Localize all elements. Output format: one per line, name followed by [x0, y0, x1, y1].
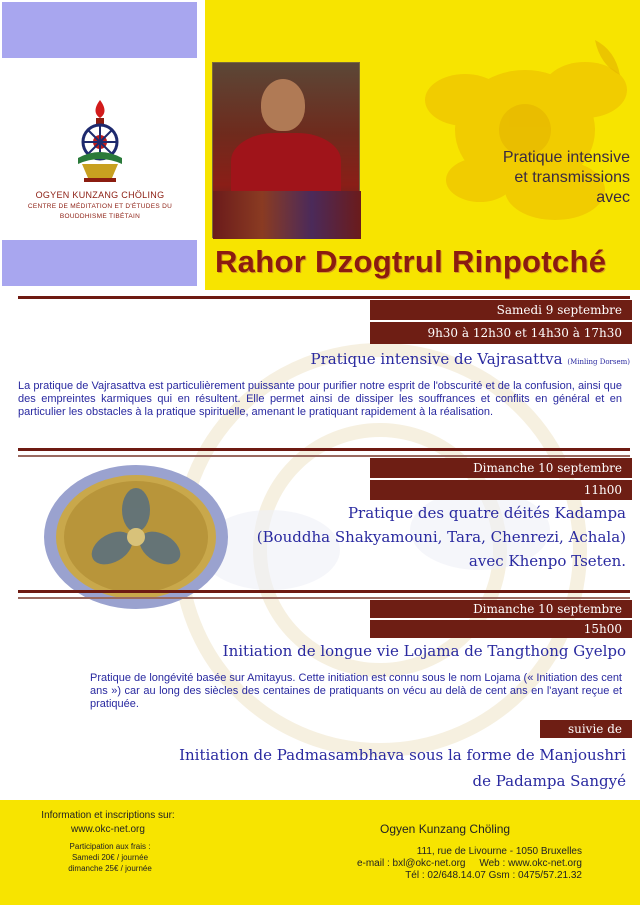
divider-2 [18, 448, 630, 451]
main-title: Rahor Dzogtrul Rinpotché [215, 244, 607, 279]
event1-title-note: (Minling Dorsem) [567, 358, 630, 366]
subtitle-line-3: avec [596, 189, 630, 206]
org-subtitle-1: CENTRE DE MÉDITATION ET D'ÉTUDES DU [27, 203, 173, 210]
event1-title-line [120, 350, 630, 368]
flower-ornament-icon [405, 30, 640, 240]
subtitle-line-1: Pratique intensive [502, 149, 630, 166]
lavender-block-top [2, 2, 197, 58]
event3-description: Pratique de longévité basée sur Amitayus. Cette initiation est connu sous le nom Lojama (« Initiation des cent ans ») car au long des siècles des centaines de pratiquants on vécu au delà de cent ans en l'ayant reçue et pratiquée. [90, 672, 622, 710]
divider-2-thin [18, 455, 630, 457]
footer-fees-sunday: dimanche 25€ / journée [68, 864, 152, 873]
footer-phone: Tél : 02/648.14.07 Gsm : 0475/57.21.32 [405, 870, 582, 881]
event1-description: La pratique de Vajrasattva est particulièrement puissante pour purifier notre esprit de l'obscurité et de la confusion, ainsi que des empreintes karmiques qui en résultent. Elle permet ainsi de dissiper les souffrances et conflits en général et en particulier les obstacles à la pratique spirituelle, amenant le pratiquant rapidement à la réalisation. [18, 380, 622, 418]
event3-title: Initiation de longue vie Lojama de Tangthong Gyelpo [222, 642, 626, 660]
footer-website-link[interactable]: www.okc-net.org [71, 824, 145, 835]
logo-panel [2, 62, 197, 236]
event3-followup-line-1: Initiation de Padmasambhava sous la forme de Manjoushri [179, 746, 626, 764]
footer-org: Ogyen Kunzang Chöling [380, 822, 511, 836]
event2-title-line-2: (Bouddha Shakyamouni, Tara, Chenrezi, Achala) [256, 528, 626, 546]
divider-3 [18, 590, 630, 593]
org-name: OGYEN KUNZANG CHÖLING [35, 190, 165, 200]
footer-fees-title: Participation aux frais : [69, 842, 151, 851]
photo-face [261, 79, 305, 131]
lavender-block-bottom [2, 240, 197, 286]
event3-time: 15h00 [370, 620, 632, 638]
teacher-photo [212, 62, 360, 238]
divider-1 [18, 296, 630, 299]
subtitle [420, 148, 630, 208]
divider-3-thin [18, 597, 630, 599]
event2-title-line-3: avec Khenpo Tseten. [468, 552, 626, 570]
event1-date: Samedi 9 septembre [370, 300, 632, 320]
event3-followup-line-2: de Padampa Sangyé [472, 772, 626, 790]
event1-title: Pratique intensive de Vajrasattva [310, 350, 563, 368]
org-subtitle-2: BOUDDHISME TIBÉTAIN [59, 213, 141, 220]
dharma-wheel-logo-icon [72, 98, 128, 186]
footer-info-label: Information et inscriptions sur: [41, 810, 175, 821]
event1-time: 9h30 à 12h30 et 14h30 à 17h30 [370, 322, 632, 344]
footer-fees-saturday: Samedi 20€ / journée [71, 853, 149, 862]
event2-title-line-1: Pratique des quatre déités Kadampa [347, 504, 626, 522]
event3-date: Dimanche 10 septembre [370, 600, 632, 618]
followed-by-label: suivie de [540, 720, 632, 738]
footer-address: 111, rue de Livourne - 1050 Bruxelles [416, 846, 582, 857]
footer-contact[interactable]: e-mail : bxl@okc-net.org Web : www.okc-net.org [356, 858, 582, 869]
event2-date: Dimanche 10 septembre [370, 458, 632, 478]
subtitle-line-2: et transmissions [514, 169, 630, 186]
photo-table [213, 191, 361, 239]
footer [0, 800, 640, 905]
event2-time: 11h00 [370, 480, 632, 500]
